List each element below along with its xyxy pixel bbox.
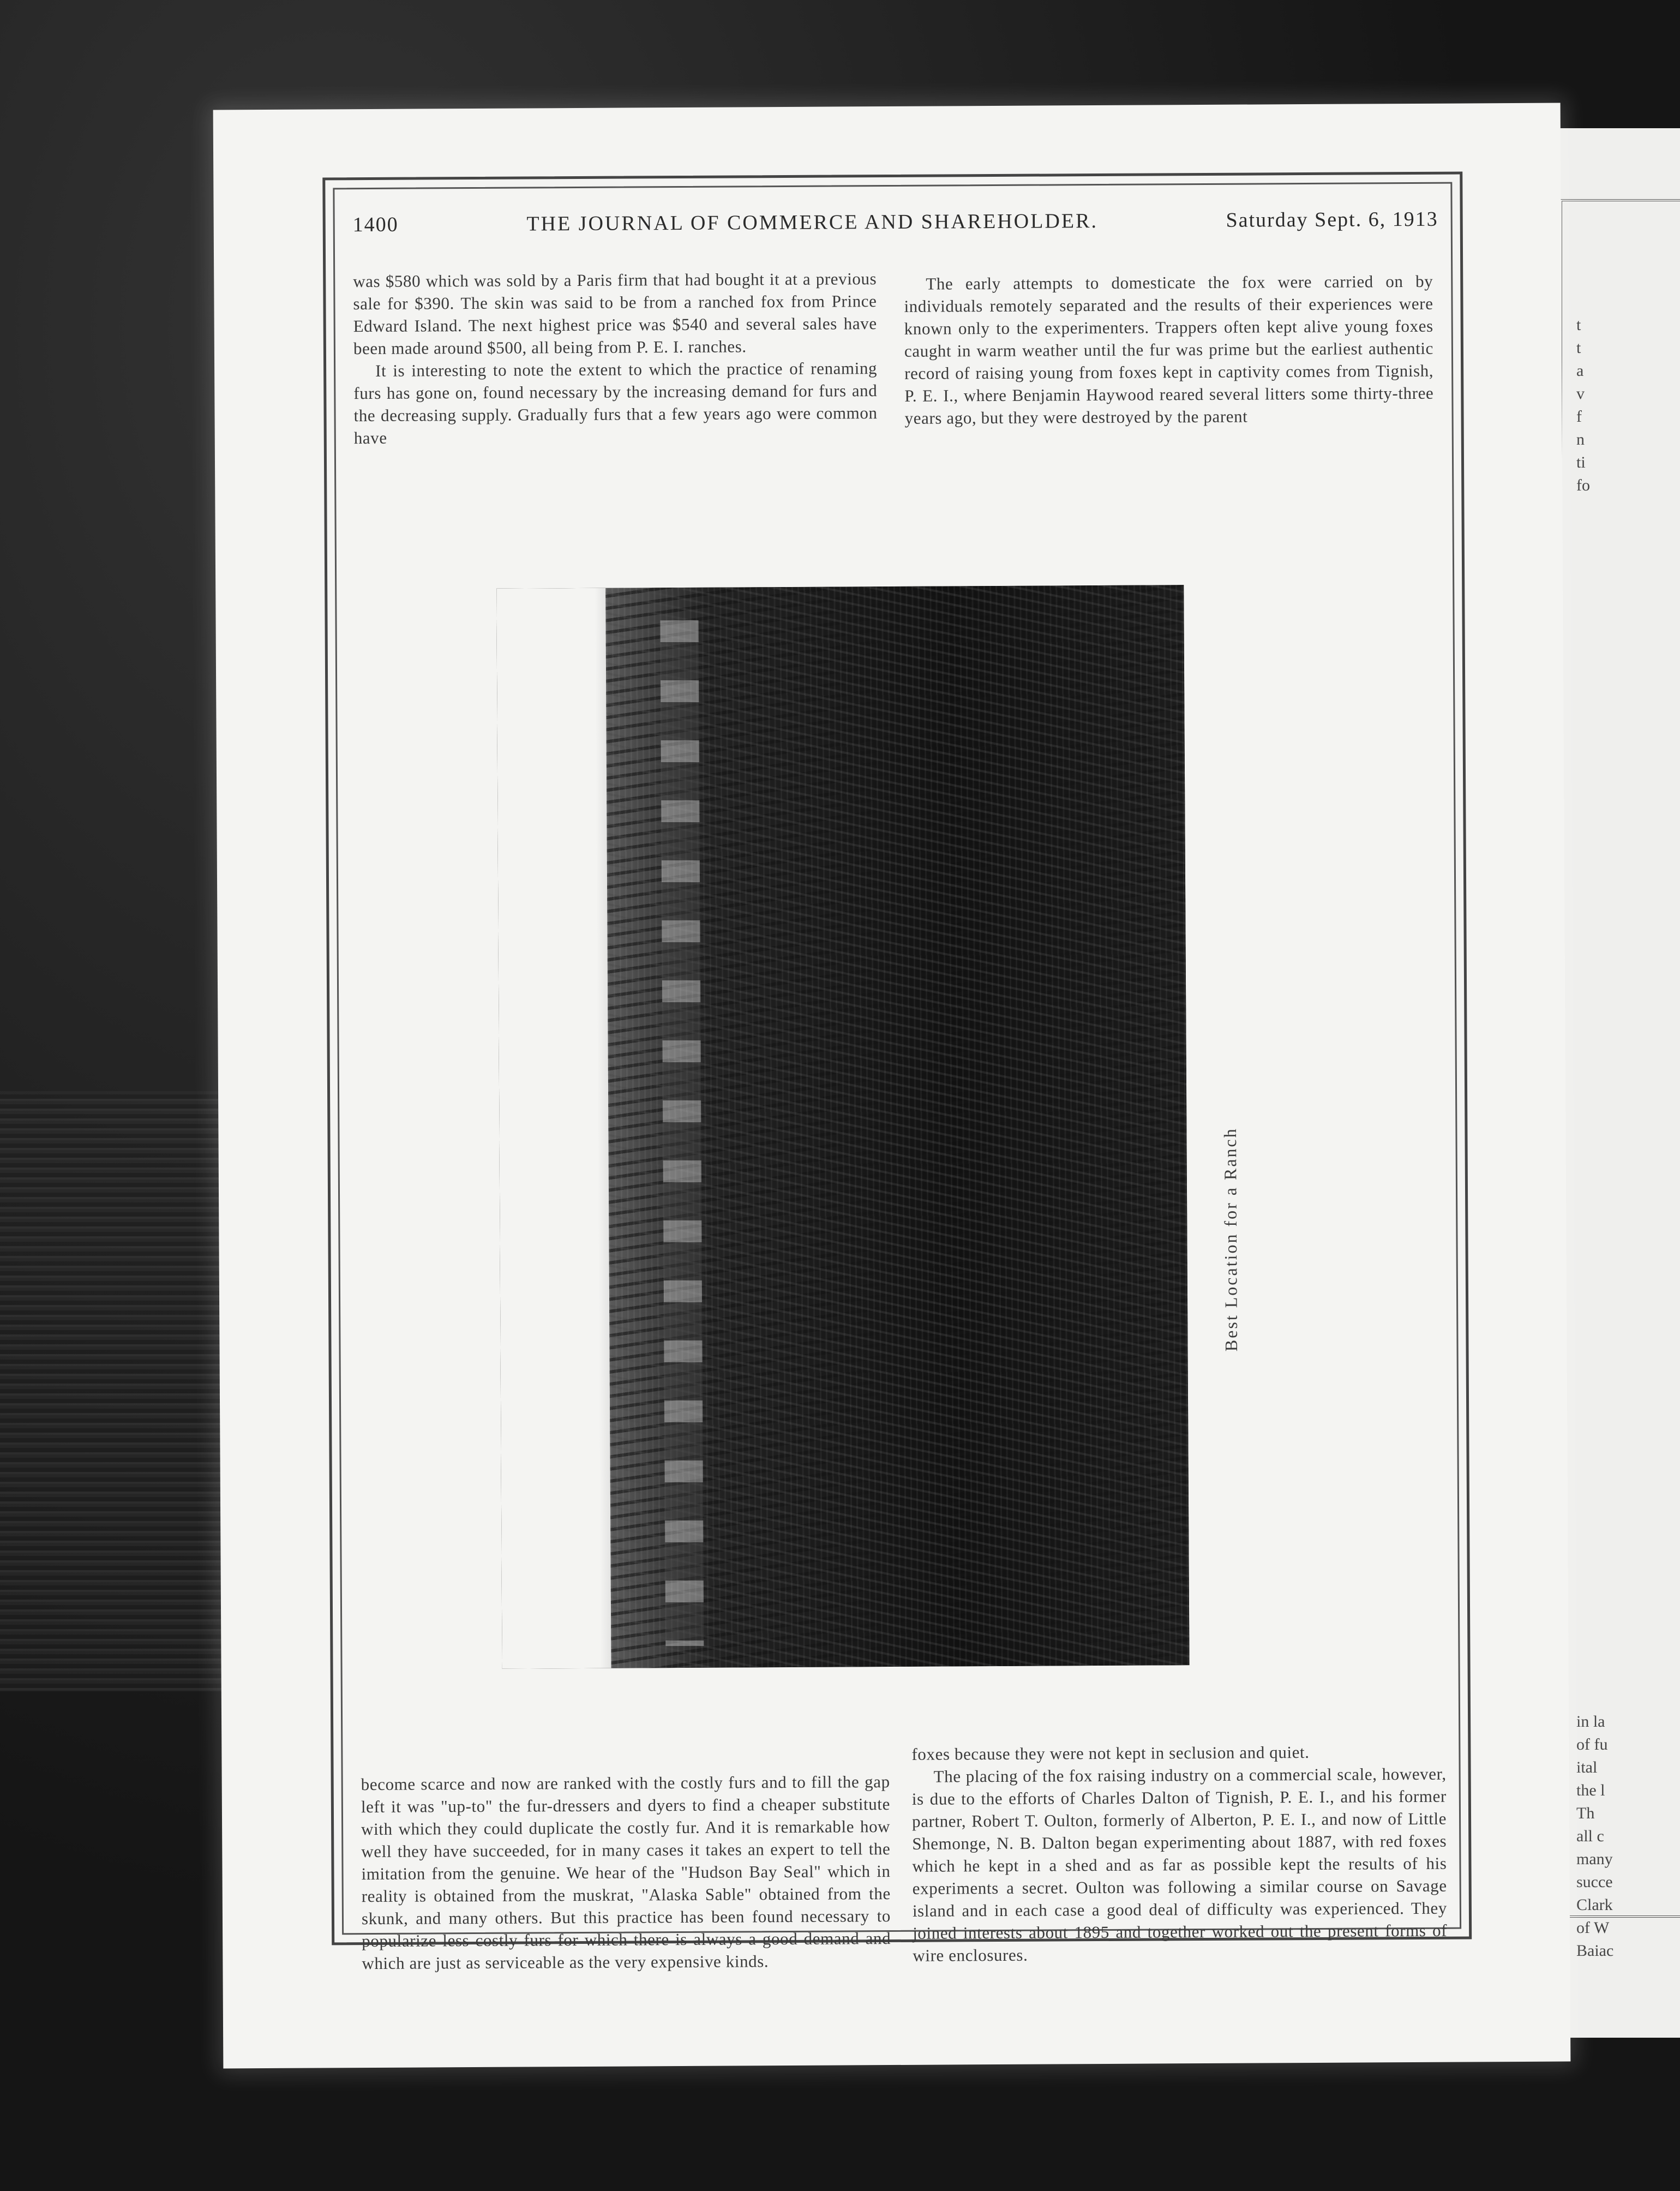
scan-streak bbox=[0, 1091, 229, 1691]
adjacent-text-fragment: succe bbox=[1576, 1873, 1613, 1891]
paragraph: The early attempts to domesticate the fox were carried on by individuals remotely separated and the results of their experiences were known only to the experimenters. Trappers often kept alive young foxes caught in warm weather until the fur was prime but the earliest authentic record of raising young from foxes kept in captivity comes from Tignish, P. E. I., where Benjamin Haywood reared several litters some thirty-three years ago, but they were destroyed by the parent bbox=[904, 271, 1434, 428]
top-left-column bbox=[353, 267, 878, 449]
adjacent-text-fragment: t bbox=[1576, 339, 1581, 357]
bottom-left-column bbox=[361, 1770, 891, 1974]
paragraph: was $580 which was sold by a Paris firm that had bought it at a previous sale for $390. The skin was said to be from a ranched fox from Prince Edward Island. The next highest price was $540 and several sales have been made around $500, all being from P. E. I. ranches. bbox=[353, 269, 877, 358]
adjacent-text-fragment: fo bbox=[1576, 476, 1590, 494]
adjacent-text-fragment: many bbox=[1576, 1850, 1613, 1868]
page-border bbox=[322, 171, 1472, 1973]
journal-title: THE JOURNAL OF COMMERCE AND SHAREHOLDER. bbox=[526, 209, 1099, 236]
adjacent-text-fragment: t bbox=[1576, 316, 1581, 334]
adjacent-text-fragment: ital bbox=[1576, 1758, 1598, 1776]
journal-page bbox=[213, 103, 1571, 2069]
paragraph: foxes because they were not kept in seclusion and quiet. bbox=[911, 1743, 1310, 1764]
paragraph: It is interesting to note the extent to which the practice of renaming furs has gone on, found necessary by the increasing demand for furs and the decreasing supply. Gradually furs that a few years ago were common have bbox=[353, 358, 878, 448]
adjacent-text-fragment: all c bbox=[1576, 1827, 1604, 1845]
paragraph: become scarce and now are ranked with the costly furs and to fill the gap left it was "up-to" the fur-dressers and dyers to find a cheaper substitute with which they could duplicate the costly fur. And it is remarkable how well they have succeeded, for in many cases it takes an expert to tell the imitation from the genuine. We hear of the "Hudson Bay Seal" which in reality is obtained from the muskrat, "Alaska Sable" obtained from the skunk, and many others. But this practice has been found necessary to popularize less costly furs for which there is always a good demand and which are just as serviceable as the very expensive kinds. bbox=[361, 1772, 891, 1973]
top-right-column bbox=[904, 270, 1433, 429]
adjacent-text-fragment: f bbox=[1576, 408, 1582, 426]
paragraph: The placing of the fox raising industry on a commercial scale, however, is due to the efforts of Charles Dalton of Tignish, P. E. I., and his former partner, Robert T. Oulton, formerly of Alberton, P. E. I., and now of Little Shemonge, N. B. Dalton began experimenting about 1887, with red foxes which he kept in a shed and as far as possible kept the results of his experiments a secret. Oulton was following a similar course on Savage island and in each case a good deal of difficulty was experienced. They joined interests about 1895 and together worked out the present forms of wire enclosures. bbox=[911, 1764, 1448, 1965]
adjacent-text-fragment: n bbox=[1576, 430, 1585, 448]
adjacent-text-fragment: Baiac bbox=[1576, 1942, 1614, 1960]
adjacent-text-fragment: of W bbox=[1576, 1919, 1610, 1937]
adjacent-text-fragment: Th bbox=[1576, 1804, 1595, 1822]
photo-fence bbox=[661, 620, 704, 1646]
adjacent-text-fragment: in la bbox=[1576, 1713, 1605, 1731]
adjacent-text-fragment: of fu bbox=[1576, 1735, 1608, 1753]
adjacent-text-fragment: the l bbox=[1576, 1781, 1605, 1799]
adjacent-text-fragment: a bbox=[1576, 362, 1584, 380]
photo-caption: Best Location for a Ranch bbox=[1220, 1127, 1241, 1352]
issue-date: Saturday Sept. 6, 1913 bbox=[1226, 207, 1438, 232]
ranch-photograph bbox=[496, 585, 1189, 1669]
adjacent-text-fragment: ti bbox=[1576, 453, 1586, 471]
adjacent-text-fragment: v bbox=[1576, 385, 1585, 403]
running-header bbox=[353, 207, 1438, 251]
bottom-right-column bbox=[911, 1740, 1447, 1967]
page-number: 1400 bbox=[352, 213, 399, 237]
adjacent-text-fragment: Clark bbox=[1576, 1896, 1613, 1914]
